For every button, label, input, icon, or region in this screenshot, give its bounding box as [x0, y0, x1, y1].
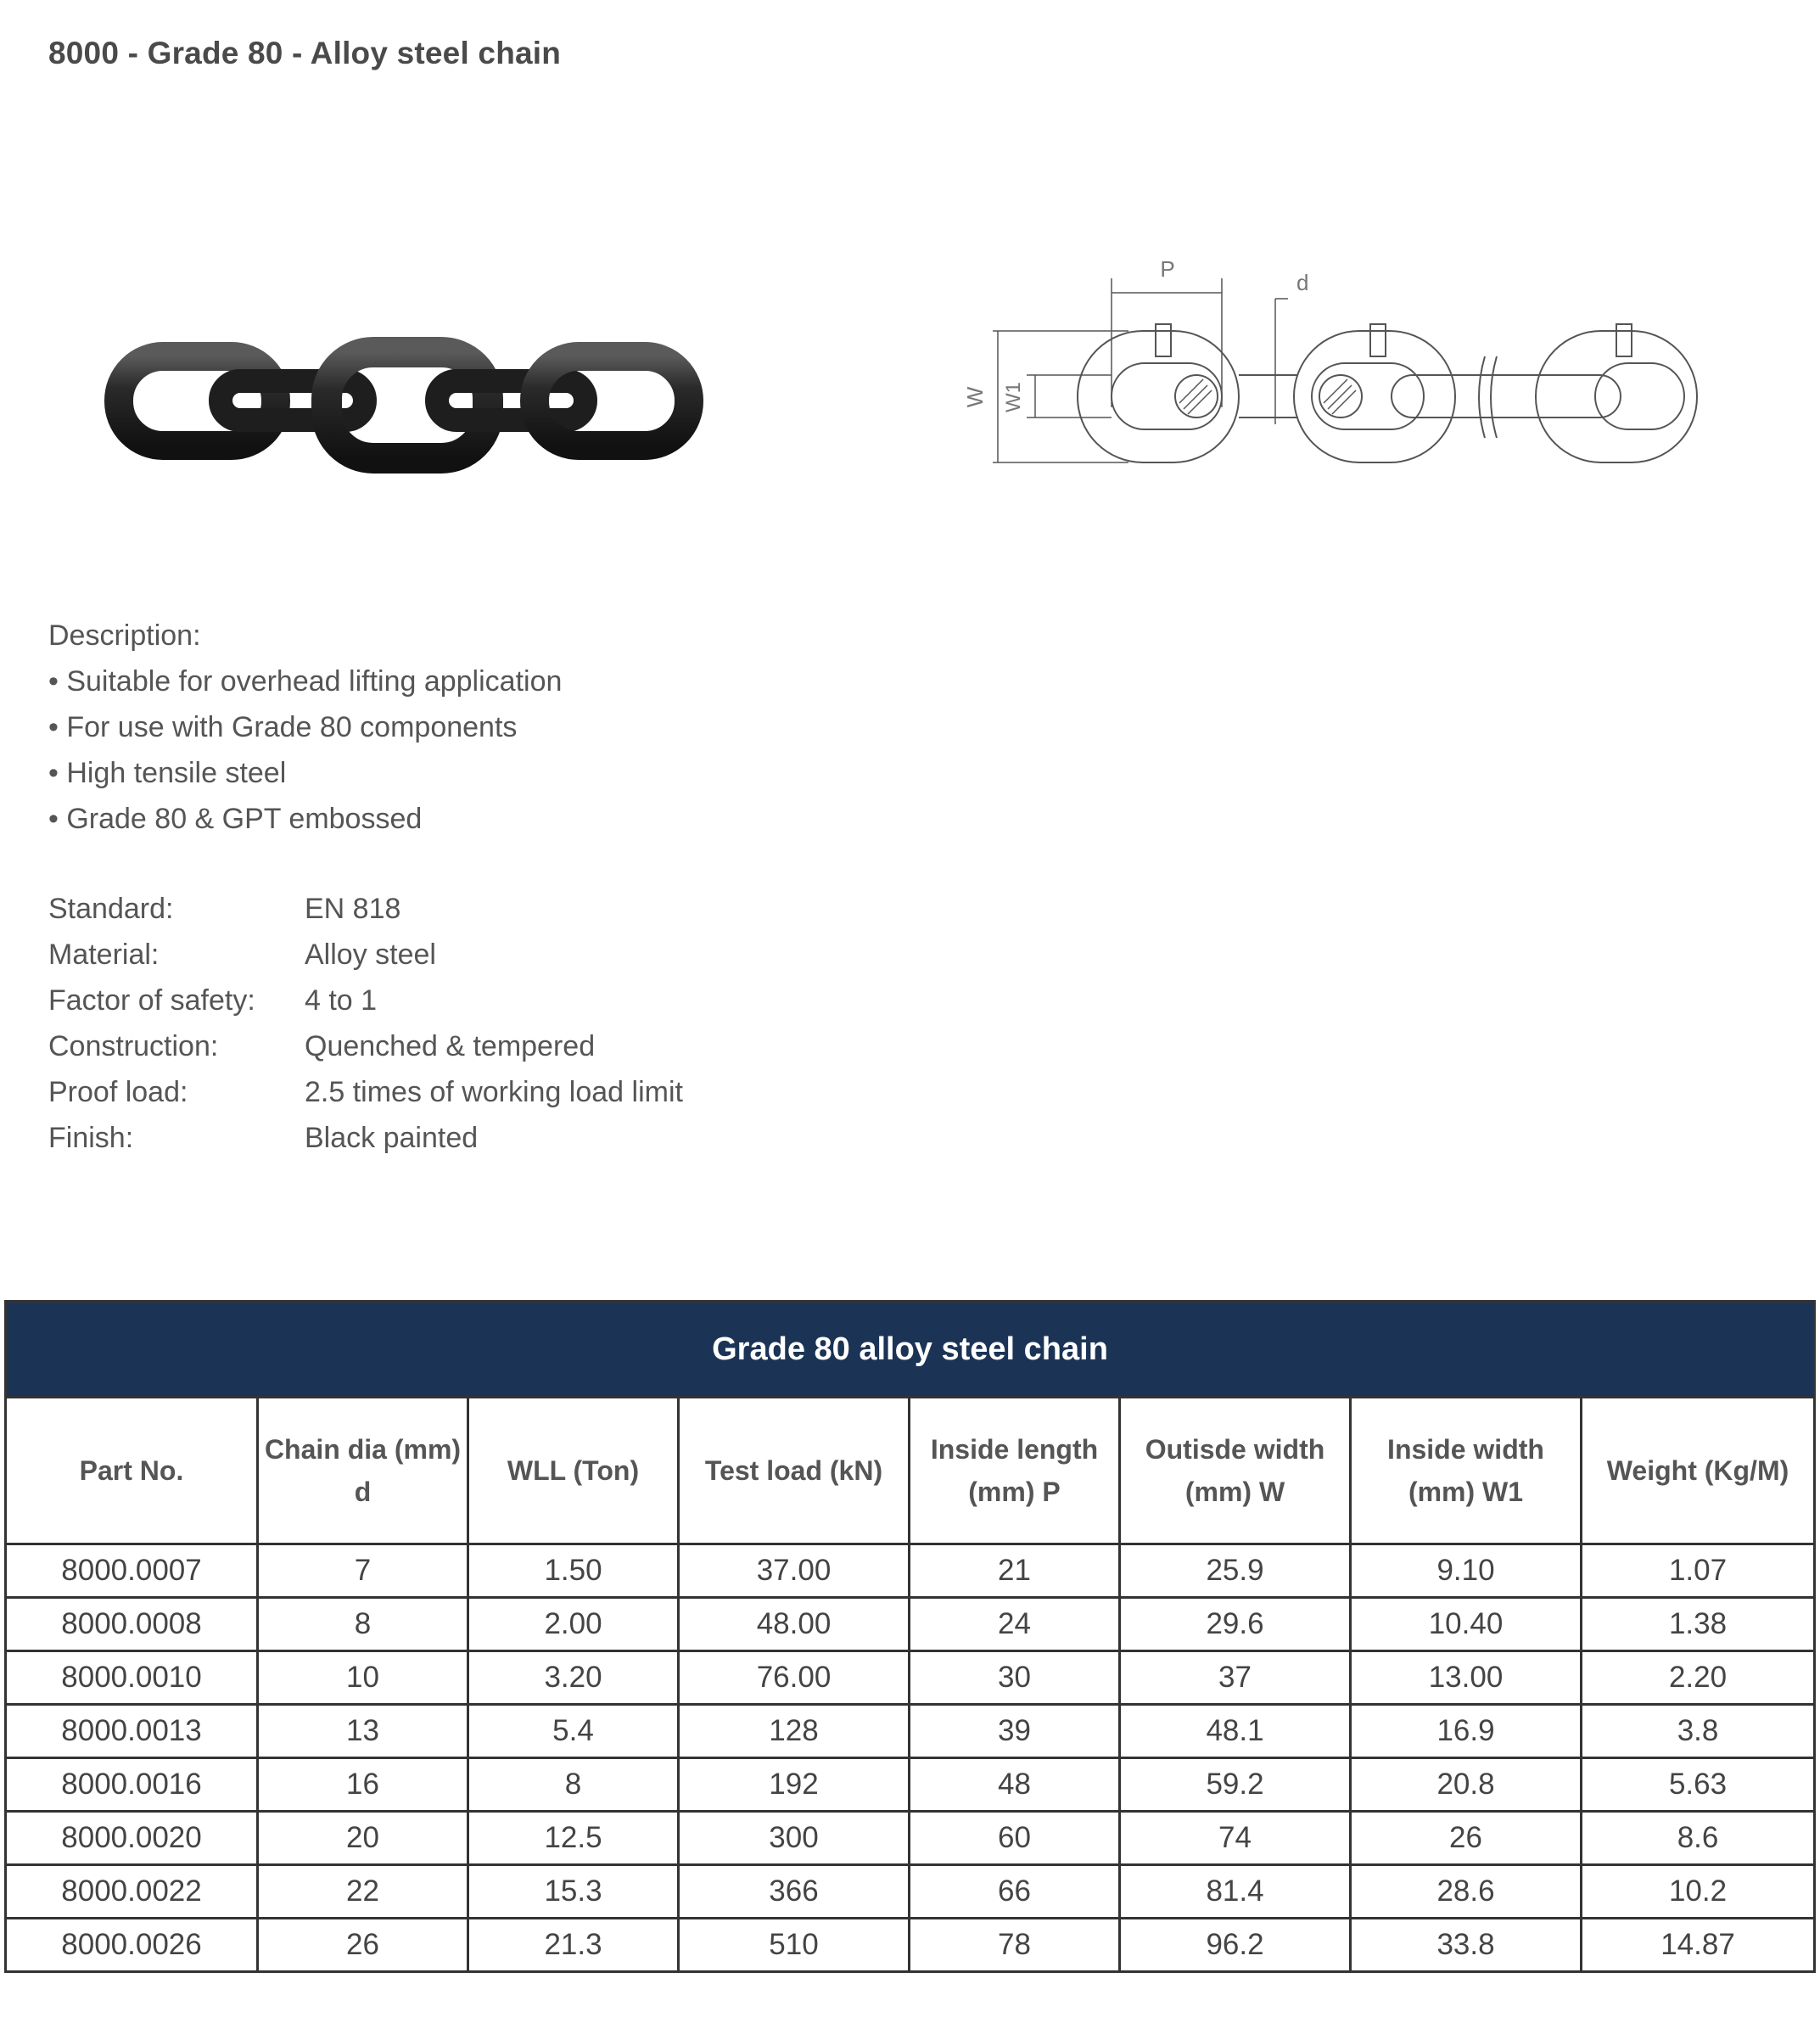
header-outside-width — [1120, 1398, 1351, 1544]
spec-label: Material: — [48, 939, 160, 971]
table-cell: 1.07 — [1582, 1544, 1815, 1598]
table-cell: 8 — [258, 1598, 468, 1651]
header-line: Weight (Kg/M) — [1606, 1455, 1789, 1486]
spec-label: Finish: — [48, 1122, 134, 1154]
table-cell: 8000.0013 — [6, 1705, 258, 1758]
table-row — [6, 1865, 1815, 1919]
diagram-link-2 — [1294, 331, 1455, 462]
specifications-list — [48, 886, 683, 1161]
table-cell: 10 — [258, 1651, 468, 1705]
spec-row-factor-of-safety — [48, 978, 683, 1023]
spec-row-proof-load — [48, 1069, 683, 1115]
table-cell: 37 — [1120, 1651, 1351, 1705]
table-cell: 28.6 — [1351, 1865, 1582, 1919]
table-row — [6, 1758, 1815, 1812]
table-cell: 8000.0007 — [6, 1544, 258, 1598]
table-cell: 10.40 — [1351, 1598, 1582, 1651]
table-cell: 66 — [910, 1865, 1120, 1919]
spec-row-standard — [48, 886, 683, 932]
table-cell: 24 — [910, 1598, 1120, 1651]
header-line: (mm) W — [1184, 1477, 1285, 1507]
table-cell: 8000.0010 — [6, 1651, 258, 1705]
header-line: WLL (Ton) — [507, 1455, 640, 1486]
header-line: (mm) W1 — [1408, 1477, 1524, 1507]
chain-link-2 — [327, 352, 488, 458]
table-banner: Grade 80 alloy steel chain — [6, 1302, 1815, 1398]
header-line: d — [354, 1477, 372, 1507]
table-cell: 48.00 — [679, 1598, 910, 1651]
header-weight — [1582, 1398, 1815, 1544]
table-cell: 8.6 — [1582, 1812, 1815, 1865]
table-cell: 5.63 — [1582, 1758, 1815, 1812]
header-wll — [468, 1398, 679, 1544]
page-title: 8000 - Grade 80 - Alloy steel chain — [48, 36, 562, 70]
table-cell: 21.3 — [468, 1919, 679, 1972]
table-cell: 81.4 — [1120, 1865, 1351, 1919]
table-cell: 30 — [910, 1651, 1120, 1705]
spec-row-construction — [48, 1023, 683, 1069]
spec-value: 4 to 1 — [305, 984, 378, 1017]
spec-label: Standard: — [48, 893, 174, 925]
chain-spec-table — [4, 1300, 1816, 1973]
table-cell: 3.8 — [1582, 1705, 1815, 1758]
table-cell: 48 — [910, 1758, 1120, 1812]
header-line: (mm) P — [968, 1477, 1061, 1507]
table-cell: 78 — [910, 1919, 1120, 1972]
spec-label: Proof load: — [48, 1076, 188, 1108]
header-line: Outisde width — [1145, 1434, 1325, 1465]
table-banner-row — [6, 1302, 1815, 1398]
header-line: Test load (kN) — [704, 1455, 883, 1486]
description-bullet: • High tensile steel — [48, 757, 287, 789]
table-cell: 16 — [258, 1758, 468, 1812]
chain-photo — [102, 327, 713, 484]
spec-label: Factor of safety: — [48, 984, 255, 1017]
table-cell: 20 — [258, 1812, 468, 1865]
table-row — [6, 1705, 1815, 1758]
table-cell: 33.8 — [1351, 1919, 1582, 1972]
table-cell: 2.00 — [468, 1598, 679, 1651]
table-cell: 8000.0020 — [6, 1812, 258, 1865]
table-cell: 22 — [258, 1865, 468, 1919]
table-cell: 192 — [679, 1758, 910, 1812]
header-line: Inside width — [1387, 1434, 1544, 1465]
table-header-row — [6, 1398, 1815, 1544]
chain-link-flat-2 — [437, 381, 585, 420]
diagram-link-flat — [1392, 375, 1621, 417]
chain-link-3 — [535, 356, 689, 446]
header-part-no — [6, 1398, 258, 1544]
table-cell: 3.20 — [468, 1651, 679, 1705]
spec-value: 2.5 times of working load limit — [305, 1076, 683, 1108]
spec-label: Construction: — [48, 1030, 219, 1062]
table-cell: 7 — [258, 1544, 468, 1598]
table-cell: 366 — [679, 1865, 910, 1919]
table-row — [6, 1651, 1815, 1705]
table-cell: 59.2 — [1120, 1758, 1351, 1812]
table-cell: 26 — [258, 1919, 468, 1972]
table-cell: 20.8 — [1351, 1758, 1582, 1812]
diagram-label-w: W — [962, 386, 988, 408]
spec-row-material — [48, 932, 683, 978]
table-cell: 12.5 — [468, 1812, 679, 1865]
table-cell: 14.87 — [1582, 1919, 1815, 1972]
description-section — [48, 613, 562, 842]
table-cell: 74 — [1120, 1812, 1351, 1865]
table-row — [6, 1598, 1815, 1651]
table-row — [6, 1812, 1815, 1865]
spec-value: Black painted — [305, 1122, 479, 1154]
table-cell: 9.10 — [1351, 1544, 1582, 1598]
header-chain-dia — [258, 1398, 468, 1544]
table-cell: 21 — [910, 1544, 1120, 1598]
table-body — [6, 1544, 1815, 1972]
spec-value: Alloy steel — [305, 939, 436, 971]
description-bullet: • Suitable for overhead lifting application — [48, 665, 563, 698]
table-cell: 300 — [679, 1812, 910, 1865]
chain-spec-table-wrapper — [4, 1300, 1813, 1973]
table-cell: 13.00 — [1351, 1651, 1582, 1705]
table-cell: 5.4 — [468, 1705, 679, 1758]
table-cell: 39 — [910, 1705, 1120, 1758]
table-cell: 8000.0026 — [6, 1919, 258, 1972]
table-cell: 48.1 — [1120, 1705, 1351, 1758]
table-cell: 76.00 — [679, 1651, 910, 1705]
description-heading: Description: — [48, 619, 201, 652]
diagram-label-w1: W1 — [1002, 382, 1025, 412]
table-cell: 16.9 — [1351, 1705, 1582, 1758]
header-line: Chain dia (mm) — [264, 1434, 462, 1465]
table-cell: 25.9 — [1120, 1544, 1351, 1598]
table-cell: 1.38 — [1582, 1598, 1815, 1651]
table-cell: 1.50 — [468, 1544, 679, 1598]
table-cell: 8000.0016 — [6, 1758, 258, 1812]
table-cell: 10.2 — [1582, 1865, 1815, 1919]
table-cell: 15.3 — [468, 1865, 679, 1919]
header-line: Part No. — [79, 1455, 184, 1486]
table-cell: 60 — [910, 1812, 1120, 1865]
spec-row-finish — [48, 1115, 683, 1161]
table-cell: 8000.0008 — [6, 1598, 258, 1651]
diagram-label-d: d — [1296, 270, 1309, 295]
table-cell: 2.20 — [1582, 1651, 1815, 1705]
table-cell: 26 — [1351, 1812, 1582, 1865]
table-cell: 37.00 — [679, 1544, 910, 1598]
table-cell: 128 — [679, 1705, 910, 1758]
table-cell: 13 — [258, 1705, 468, 1758]
header-inside-width — [1351, 1398, 1582, 1544]
diagram-label-p: P — [1160, 256, 1175, 282]
table-cell: 8000.0022 — [6, 1865, 258, 1919]
chain-dimension-diagram — [942, 255, 1722, 475]
table-cell: 96.2 — [1120, 1919, 1351, 1972]
table-cell: 510 — [679, 1919, 910, 1972]
diagram-link-1 — [1078, 331, 1239, 462]
description-bullet: • Grade 80 & GPT embossed — [48, 803, 423, 835]
header-inside-length — [910, 1398, 1120, 1544]
table-row — [6, 1544, 1815, 1598]
table-cell: 29.6 — [1120, 1598, 1351, 1651]
header-test-load — [679, 1398, 910, 1544]
header-line: Inside length — [930, 1434, 1099, 1465]
spec-value: Quenched & tempered — [305, 1030, 596, 1062]
table-row — [6, 1919, 1815, 1972]
description-bullet: • For use with Grade 80 components — [48, 711, 518, 743]
spec-value: EN 818 — [305, 893, 401, 925]
table-cell: 8 — [468, 1758, 679, 1812]
